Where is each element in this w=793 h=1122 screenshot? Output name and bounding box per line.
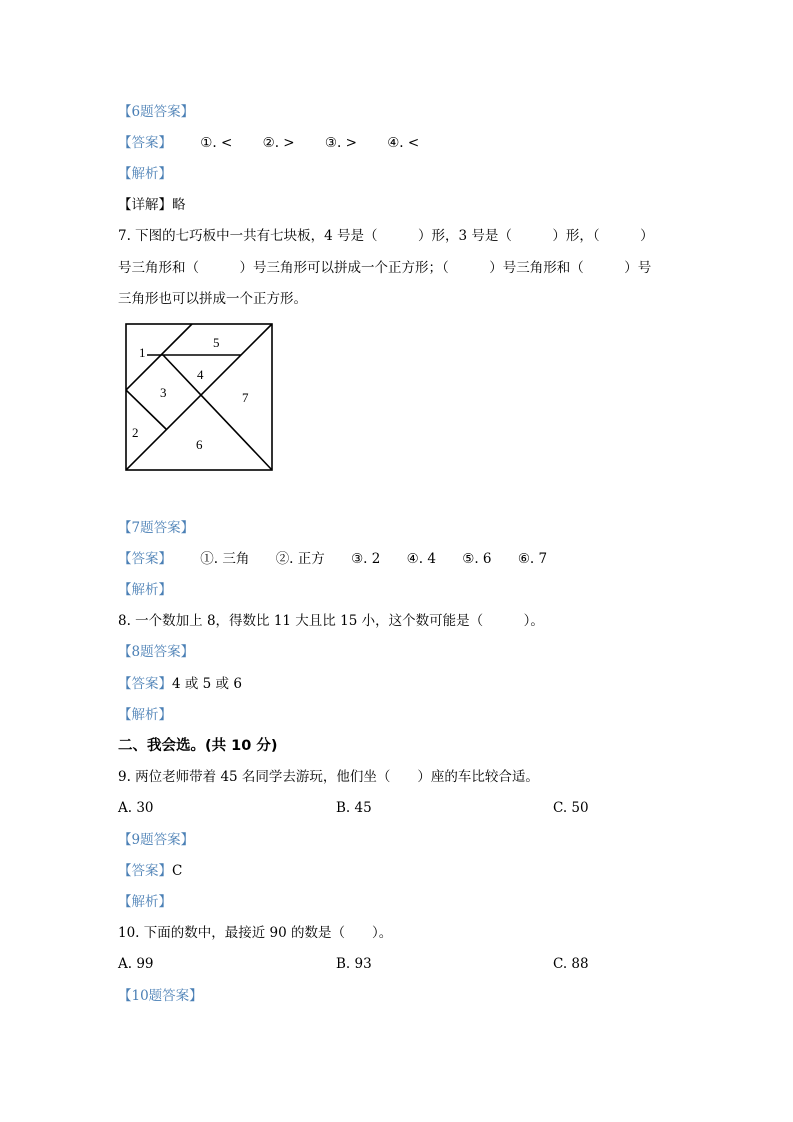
q8-answer-tag: 【8题答案】 — [118, 644, 195, 660]
piece-label-1: 1 — [139, 345, 146, 360]
answer-label: 【答案】 — [118, 135, 172, 151]
piece-label-7: 7 — [242, 390, 249, 405]
q10-option-a: A. 99 — [118, 956, 154, 972]
answer-label: 【答案】 — [118, 676, 172, 692]
detail-label: 【详解】 — [118, 197, 172, 213]
answer-item: ②. 正方 — [275, 551, 325, 567]
q9-answer-tag: 【9题答案】 — [118, 832, 195, 848]
answer-item: ⑤. 6 — [462, 551, 492, 567]
answer-item: ③. > — [324, 135, 357, 151]
detail-text: 略 — [172, 197, 186, 213]
q6-answer-row — [118, 133, 419, 153]
q7-answer-row — [118, 549, 547, 569]
q10-option-b: B. 93 — [336, 956, 372, 972]
q7-text-line1: 7. 下图的七巧板中一共有七块板，4 号是（ ）形，3 号是（ ）形，（ ） — [118, 228, 654, 244]
q7-analysis-label: 【解析】 — [118, 582, 172, 598]
answer-item: ④. < — [387, 135, 420, 151]
q8-answer-row — [118, 674, 242, 694]
q9-analysis-label: 【解析】 — [118, 894, 172, 910]
answer-item: ④. 4 — [406, 551, 436, 567]
q9-option-a: A. 30 — [118, 800, 154, 816]
tangram-edge — [163, 355, 272, 470]
answer-label: 【答案】 — [118, 863, 172, 879]
answer-item: ⑥. 7 — [517, 551, 548, 567]
q6-analysis-label: 【解析】 — [118, 166, 172, 182]
q8-text-line1: 8. 一个数加上 8，得数比 11 大且比 15 小，这个数可能是（ ）。 — [118, 613, 544, 629]
q6-detail — [118, 195, 186, 215]
section-title: 二、我会选。(共 10 分) — [118, 738, 278, 754]
q10-text-line1: 10. 下面的数中，最接近 90 的数是（ ）。 — [118, 925, 393, 941]
answer-text: 4 或 5 或 6 — [172, 676, 242, 692]
q7-text-line2: 号三角形和（ ）号三角形可以拼成一个正方形；（ ）号三角形和（ ）号 — [118, 260, 652, 276]
piece-label-3: 3 — [160, 385, 167, 400]
q8-analysis-label: 【解析】 — [118, 707, 172, 723]
piece-label-4: 4 — [197, 367, 204, 382]
answer-label: 【答案】 — [118, 551, 172, 567]
q9-option-c: C. 50 — [553, 800, 589, 816]
q7-answer-tag: 【7题答案】 — [118, 520, 195, 536]
tangram-figure — [124, 322, 274, 472]
answer-text: C — [172, 863, 183, 879]
piece-label-6: 6 — [196, 437, 203, 452]
answer-item: ②. > — [262, 135, 295, 151]
q9-option-b: B. 45 — [336, 800, 372, 816]
q10-option-c: C. 88 — [553, 956, 589, 972]
answer-item: ①. 三角 — [200, 551, 250, 567]
q10-answer-tag: 【10题答案】 — [118, 988, 203, 1004]
answer-item: ①. < — [200, 135, 233, 151]
answer-item: ③. 2 — [351, 551, 381, 567]
q9-answer-row — [118, 861, 182, 881]
piece-label-2: 2 — [132, 425, 139, 440]
q9-text-line1: 9. 两位老师带着 45 名同学去游玩，他们坐（ ）座的车比较合适。 — [118, 769, 539, 785]
piece-label-5: 5 — [213, 335, 220, 350]
tangram-edge — [126, 324, 192, 390]
q7-text-line3: 三角形也可以拼成一个正方形。 — [118, 291, 307, 307]
q6-answer-tag: 【6题答案】 — [118, 104, 195, 120]
